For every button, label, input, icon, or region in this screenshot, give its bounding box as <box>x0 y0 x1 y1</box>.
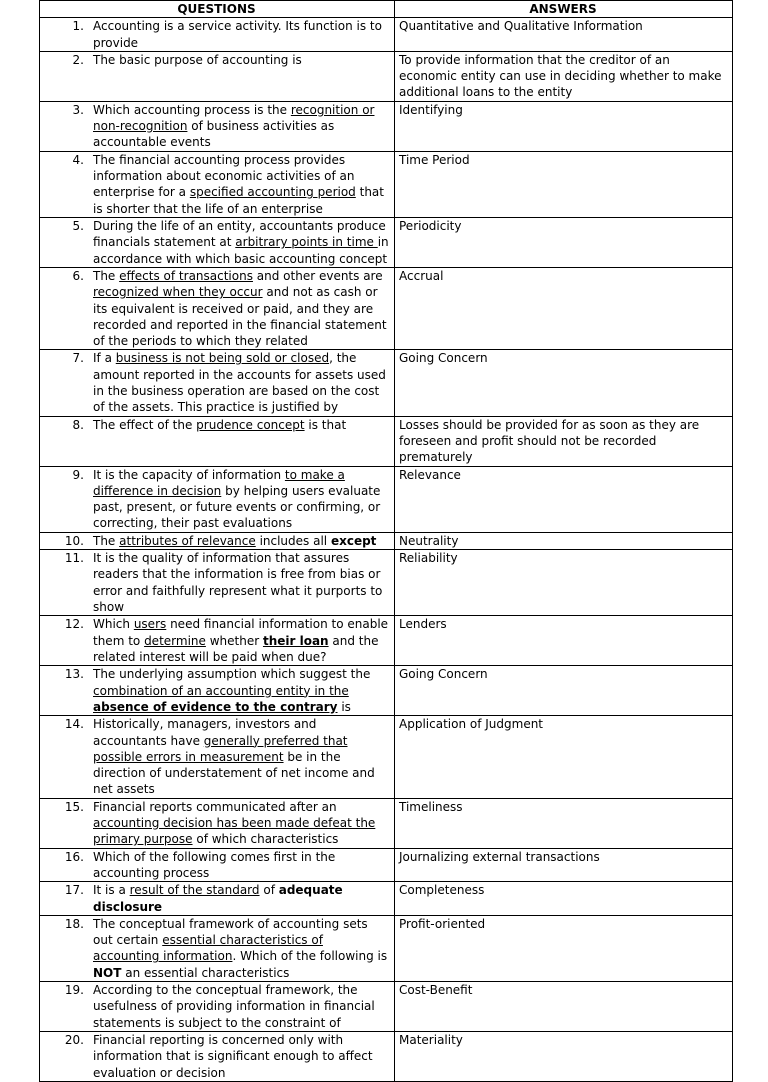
answer-cell: Profit-oriented <box>395 915 733 981</box>
question-number: 16. <box>64 849 84 864</box>
question-number: 4. <box>72 152 84 167</box>
question-cell <box>40 350 395 416</box>
table-row <box>40 416 733 466</box>
question-cell <box>40 882 395 916</box>
question-text-segment: specified accounting period <box>189 185 356 200</box>
question-text-segment: users <box>133 617 167 632</box>
question-text-segment: need financial information to enable them to <box>93 617 389 648</box>
question-text <box>93 916 389 981</box>
question-text-segment: of <box>259 883 279 898</box>
answer-cell: Materiality <box>395 1032 733 1082</box>
question-text-segment: Which accounting process is the <box>93 102 291 117</box>
question-text <box>93 616 389 665</box>
table-row <box>40 267 733 349</box>
question-text-segment: business is not being sold or closed <box>115 351 330 366</box>
answer-cell: Relevance <box>395 466 733 532</box>
question-cell <box>40 716 395 798</box>
question-text-segment: NOT <box>93 965 122 980</box>
table-row <box>40 532 733 549</box>
question-cell <box>40 217 395 267</box>
question-text <box>93 550 389 615</box>
table-row <box>40 666 733 716</box>
question-text-segment: Historically, managers, investors and accountants have <box>93 717 317 748</box>
answer-cell: Going Concern <box>395 666 733 716</box>
question-text-segment: The <box>93 533 120 548</box>
question-number: 11. <box>64 551 84 566</box>
question-text-segment: generally preferred that possible errors in measurement <box>93 733 348 764</box>
question-text-segment: combination of an accounting entity in the <box>93 683 349 698</box>
answer-cell: Periodicity <box>395 217 733 267</box>
question-text-segment: The basic purpose of accounting is <box>93 52 302 67</box>
answer-cell: Time Period <box>395 151 733 217</box>
question-cell <box>40 151 395 217</box>
answer-cell: Journalizing external transactions <box>395 848 733 882</box>
question-text <box>93 18 389 51</box>
question-number: 3. <box>72 102 84 117</box>
table-row <box>40 915 733 981</box>
question-text-segment: effects of transactions <box>119 268 253 283</box>
question-cell <box>40 915 395 981</box>
question-cell <box>40 550 395 616</box>
question-cell <box>40 666 395 716</box>
question-text-segment: except <box>330 533 377 548</box>
question-text-segment: essential characteristics of accounting information <box>93 933 323 964</box>
table-row <box>40 716 733 798</box>
question-text <box>93 666 389 715</box>
question-text <box>93 52 389 68</box>
question-text-segment: The effect of the <box>93 417 197 432</box>
table-row <box>40 466 733 532</box>
table-row <box>40 51 733 101</box>
question-text-segment: The underlying assumption which suggest the <box>93 667 371 682</box>
question-number: 19. <box>64 983 84 998</box>
question-text-segment: , the amount reported in the accounts for assets used in the business operation are based on the cost of the assets. This practice is justified by <box>93 351 386 415</box>
question-cell <box>40 616 395 666</box>
question-number: 20. <box>64 1033 84 1048</box>
question-text-segment: It is the capacity of information <box>93 467 285 482</box>
question-text <box>93 799 389 848</box>
table-row <box>40 18 733 52</box>
questions-header: QUESTIONS <box>40 1 395 18</box>
question-cell <box>40 51 395 101</box>
question-text <box>93 102 389 151</box>
question-text <box>93 417 389 433</box>
question-number: 17. <box>64 883 84 898</box>
question-text-segment: During the life of an entity, accountants produce financials statement at <box>93 218 386 250</box>
question-text-segment: The financial accounting process provides information about economic activities of an enterprise for a <box>93 152 355 200</box>
question-text-segment: If a <box>93 351 116 366</box>
question-text-segment: The conceptual framework of accounting sets out certain <box>93 916 368 948</box>
qa-table <box>39 0 733 1082</box>
question-text-segment: by helping users evaluate past, present, or future events or confirming, or correcting, their past evaluations <box>93 483 381 531</box>
answers-header: ANSWERS <box>395 1 733 18</box>
question-text <box>93 882 389 915</box>
question-text-segment: whether <box>205 633 263 648</box>
table-row <box>40 151 733 217</box>
question-text-segment: to make a difference in decision <box>93 467 345 498</box>
question-text-segment: Financial reporting is concerned only with information that is significant enough to affect evaluation or decision <box>93 1033 373 1080</box>
question-cell <box>40 848 395 882</box>
question-cell <box>40 267 395 349</box>
question-number: 18. <box>64 916 84 931</box>
question-text-segment: Financial reports communicated after an <box>93 799 337 814</box>
question-cell <box>40 1032 395 1082</box>
question-number: 6. <box>72 268 84 283</box>
question-text-segment: Which <box>93 617 134 632</box>
question-text-segment: that is shorter that the life of an enterprise <box>93 185 384 216</box>
question-text-segment: and the related interest will be paid when due? <box>93 633 379 664</box>
question-text-segment: attributes of relevance <box>119 533 256 548</box>
question-text-segment: determine <box>144 633 206 648</box>
answer-cell: Timeliness <box>395 798 733 848</box>
question-text <box>93 268 389 349</box>
answer-cell: Accrual <box>395 267 733 349</box>
question-text <box>93 467 389 532</box>
question-text <box>93 152 389 217</box>
question-text-segment: be in the direction of understatement of net income and net assets <box>93 749 375 797</box>
question-text <box>93 350 389 415</box>
question-text-segment: of which characteristics <box>192 832 339 847</box>
question-cell <box>40 532 395 549</box>
question-number: 7. <box>72 351 84 366</box>
question-number: 1. <box>72 19 84 34</box>
table-body <box>40 18 733 1082</box>
question-text-segment: includes all <box>255 533 331 548</box>
question-text-segment: and other events are <box>252 268 383 283</box>
table-row <box>40 798 733 848</box>
table-row <box>40 350 733 416</box>
question-text-segment: of business activities as accountable events <box>93 119 335 150</box>
question-text-segment: accounting decision has been made defeat the primary purpose <box>93 815 376 847</box>
answer-cell: Application of Judgment <box>395 716 733 798</box>
question-text-segment: result of the standard <box>129 883 260 898</box>
question-text-segment: their loan <box>262 633 329 648</box>
question-text-segment: Accounting is a service activity. Its function is to provide <box>93 19 382 50</box>
question-text-segment: and not as cash or its equivalent is received or paid, and they are recorded and reported in the financial statement of the periods to which they related <box>93 285 387 349</box>
header-row <box>40 1 733 18</box>
question-text <box>93 849 389 882</box>
question-number: 10. <box>64 533 84 548</box>
table-row <box>40 1032 733 1082</box>
answer-cell: Losses should be provided for as soon as they are foreseen and profit should not be recorded prematurely <box>395 416 733 466</box>
question-text-segment: prudence concept <box>196 417 305 432</box>
question-number: 9. <box>72 467 84 482</box>
table-row <box>40 550 733 616</box>
question-number: 8. <box>72 417 84 432</box>
question-text-segment: absence of evidence to the contrary <box>93 699 338 714</box>
question-text-segment: . Which of the following is <box>232 949 388 964</box>
question-cell <box>40 416 395 466</box>
question-text-segment: It is the quality of information that assures readers that the information is free from bias or error and faithfully represent what it purports to show <box>93 551 383 614</box>
question-text <box>93 1032 389 1081</box>
question-number: 13. <box>64 667 84 682</box>
question-cell <box>40 982 395 1032</box>
table-row <box>40 882 733 916</box>
table-row <box>40 848 733 882</box>
question-text <box>93 716 389 797</box>
answer-cell: Going Concern <box>395 350 733 416</box>
question-text-segment: Which of the following comes first in the accounting process <box>93 849 336 880</box>
question-number: 12. <box>64 617 84 632</box>
question-text-segment: an essential characteristics <box>121 965 290 980</box>
table-row <box>40 616 733 666</box>
question-text-segment: According to the conceptual framework, the usefulness of providing information in financial statements is subject to the constraint of <box>93 983 375 1030</box>
answer-cell: Quantitative and Qualitative Information <box>395 18 733 52</box>
question-number: 2. <box>72 52 84 67</box>
table-row <box>40 101 733 151</box>
table-row <box>40 217 733 267</box>
answer-cell: Cost-Benefit <box>395 982 733 1032</box>
question-text-segment: is that <box>304 417 347 432</box>
question-text-segment: in accordance with which basic accounting concept <box>93 235 389 266</box>
answer-cell: Identifying <box>395 101 733 151</box>
question-text-segment: It is a <box>93 883 130 898</box>
question-text-segment: arbitrary points in time <box>235 235 378 250</box>
answer-cell: Reliability <box>395 550 733 616</box>
question-number: 5. <box>72 218 84 233</box>
question-cell <box>40 18 395 52</box>
question-text <box>93 533 389 549</box>
question-text <box>93 218 389 267</box>
answer-cell: Lenders <box>395 616 733 666</box>
answer-cell: To provide information that the creditor of an economic entity can use in deciding whether to make additional loans to the entity <box>395 51 733 101</box>
question-text-segment: recognized when they occur <box>93 285 263 300</box>
question-cell <box>40 101 395 151</box>
question-text-segment: is <box>337 699 351 714</box>
question-text-segment: adequate disclosure <box>93 883 343 914</box>
question-cell <box>40 466 395 532</box>
question-text-segment: recognition or non-recognition <box>93 102 375 134</box>
table-row <box>40 982 733 1032</box>
question-number: 14. <box>64 717 84 732</box>
answer-cell: Completeness <box>395 882 733 916</box>
question-cell <box>40 798 395 848</box>
question-text-segment: The <box>93 268 120 283</box>
question-number: 15. <box>64 799 84 814</box>
answer-cell: Neutrality <box>395 532 733 549</box>
